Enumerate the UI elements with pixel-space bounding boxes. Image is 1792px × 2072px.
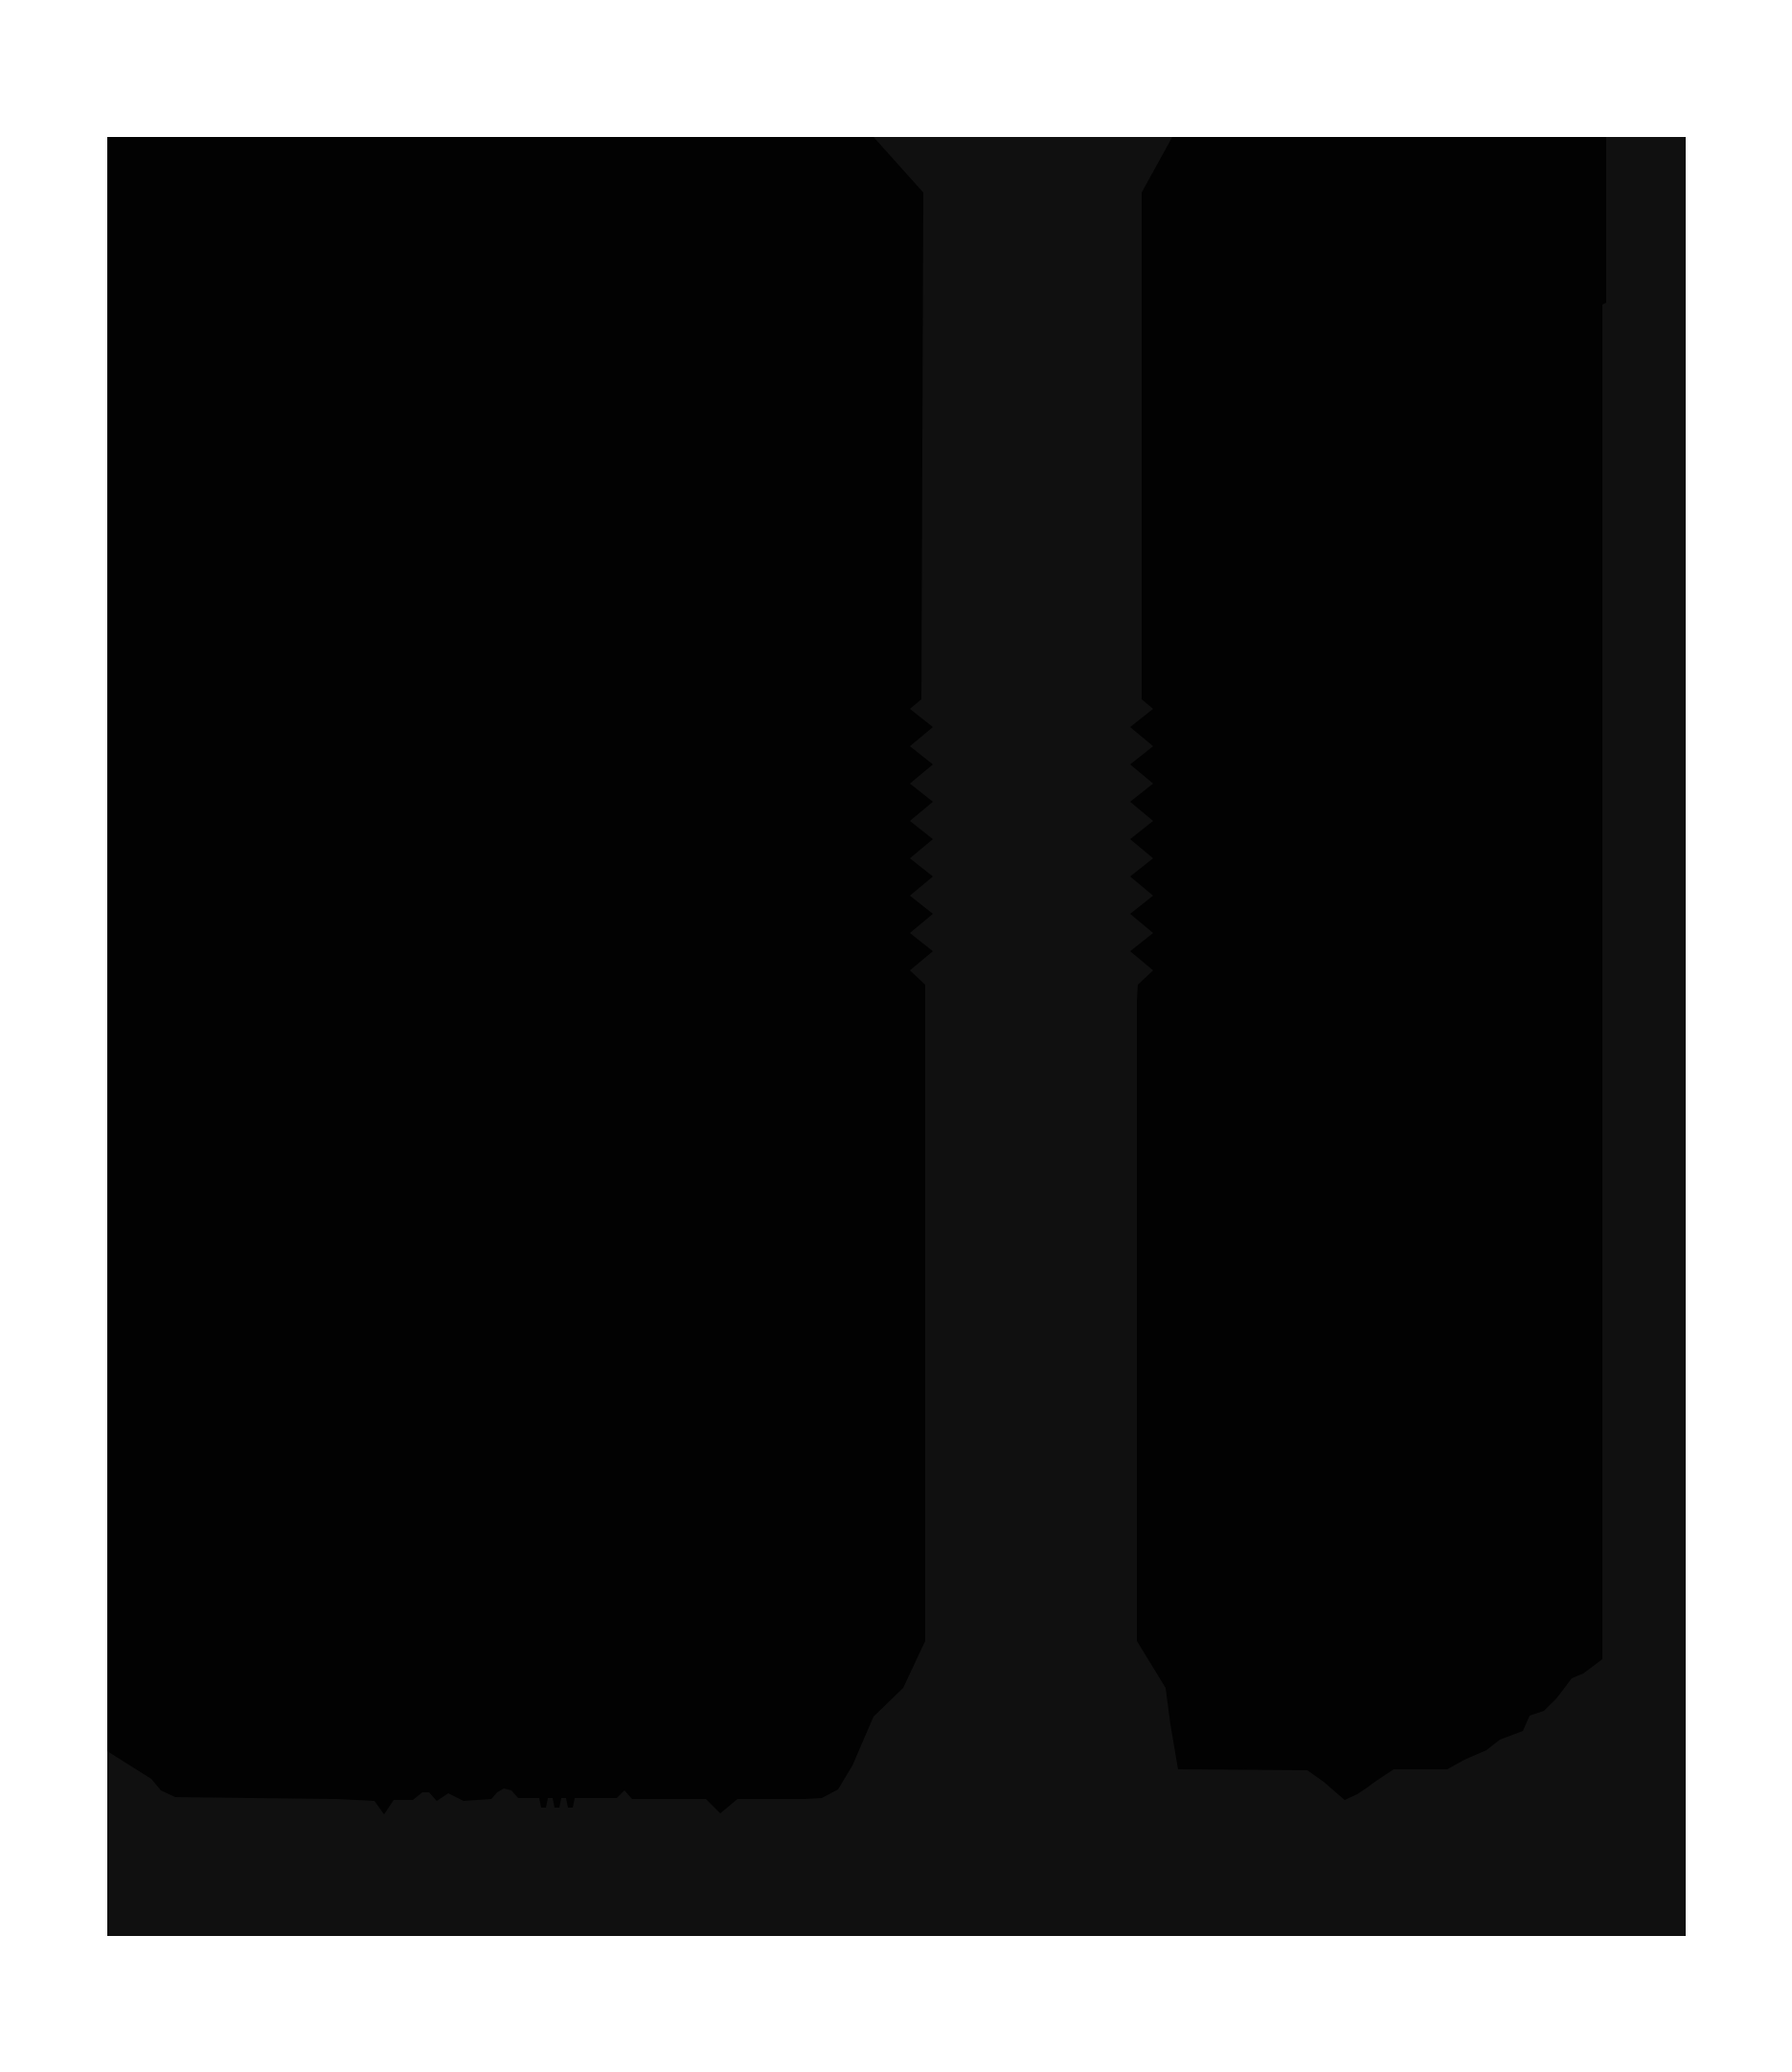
right-tower-silhouette	[1130, 137, 1606, 1800]
left-tower-silhouette	[107, 137, 933, 1814]
